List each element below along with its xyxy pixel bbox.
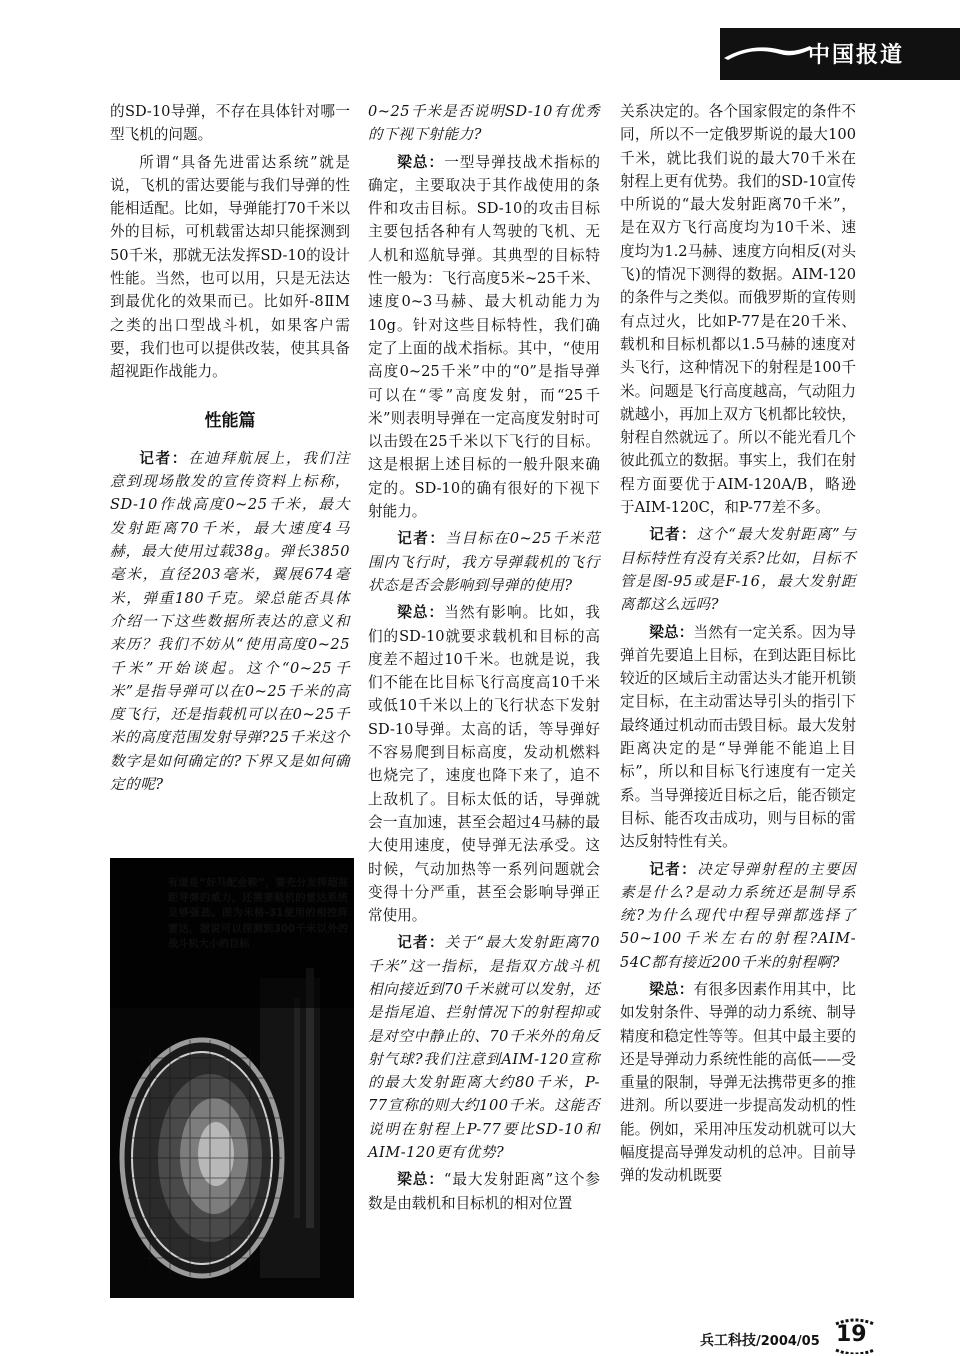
text-column-3 <box>620 100 856 1188</box>
question-text: 关于“最大发射距离70千米”这一指标，是指双方战斗机相向接近到70千米就可以发射，还是指尾追、拦射情况下的射程抑或是对空中静止的、70千米外的角反射气球?我们注意到AIM-120宣称的最大发射距离大约80千米，P-77宣称的则大约100千米。这能否说明在射程上P-77要比SD-10和AIM-120更有优势? <box>368 934 600 1162</box>
figure-caption: 有道是“好马配金鞍”，要充分发挥超视距导弹的威力，还需要载机的雷达系统足够强劲。图为米格-31使用的相控阵雷达，据说可以探测到300千米以外的战斗机大小的目标 <box>168 878 348 950</box>
answer-text: 一型导弹技战术指标的确定，主要取决于其作战使用的条件和攻击目标。SD-10的攻击目标主要包括各种有人驾驶的飞机、无人机和巡航导弹。其典型的目标特性一般为：飞行高度5米~25千米、速度0~3马赫、最大机动能力为10g。针对这些目标特性，我们确定了上面的战术指标。其中，“使用高度0~25千米”中的“0”是指导弹可以在“零”高度发射，而“25千米”则表明导弹在一定高度发射时可以击毁在25千米以下飞行的目标。这是根据上述目标的一般升限来确定的。SD-10的确有很好的下视下射能力。 <box>368 153 600 521</box>
reporter-question-continued: 0~25千米是否说明SD-10有优秀的下视下射能力? <box>368 103 600 144</box>
speaker-label: 梁总： <box>397 1171 444 1189</box>
question-text: 在迪拜航展上，我们注意到现场散发的宣传资料上标称，SD-10作战高度0~25千米，最大发射距离70千米，最大速度4马赫，最大使用过载38g。弹长3850毫米，直径203毫米，翼展674毫米，弹重180千克。梁总能否具体介绍一下这些数据所表达的意义和来历？我们不妨从“使用高度0~25千米”开始谈起。这个“0~25千米”是指导弹可以在0~25千米的高度飞行，还是指载机可以在0~25千米的高度范围发射导弹?25千米这个数字是如何确定的?下界又是如何确定的呢? <box>110 449 350 794</box>
question-text: 这个“最大发射距离”与目标特性有没有关系?比如，目标不管是图-95或是F-16，最大发射距离都这么远吗? <box>620 526 856 614</box>
speaker-label: 记者： <box>649 526 697 544</box>
answer-continued: 关系决定的。各个国家假定的条件不同，所以不一定俄罗斯说的最大100千米，就比我们说的最大70千米在射程上更有优势。我们的SD-10宣传中所说的“最大发射距离70千米”，是在双方飞行高度均为10千米、速度均为1.2马赫、速度方向相反(对头飞)的情况下测得的数据。AIM-120的条件与之类似。而俄罗斯的宣传则有点过火，比如P-77是在20千米、载机和目标机都以1.5马赫的速度对头飞行，这种情况下的射程是100千米。问题是飞行高度越高，气动阻力就越小，再加上双方飞机都比较快，射程自然就远了。所以不能光看几个彼此孤立的数据。事实上，我们在射程方面要优于AIM-120A/B，略逊于AIM-120C，和P-77差不多。 <box>620 103 856 517</box>
reporter-question <box>368 527 600 597</box>
text-column-2 <box>368 100 600 1215</box>
section-header-main: 报道 <box>856 43 905 68</box>
answer-text: 当然有一定关系。因为导弹首先要追上目标，在到达距目标比较近的区域后主动雷达头才能开机锁定目标，在主动雷达导引头的指引下最终通过机动而击毁目标。最大发射距离决定的是“导弹能不能追上目标”，所以和目标飞行速度有一定关系。当导弹接近目标之后，能否锁定目标、能否攻击成功，则与目标的雷达反射特性有关。 <box>620 623 856 851</box>
section-header-prefix: 中国 <box>808 43 857 68</box>
answer <box>368 151 600 524</box>
page-footer <box>700 1330 820 1350</box>
magazine-name: 兵工科技 <box>700 1333 756 1349</box>
speaker-label: 记者： <box>397 934 445 952</box>
reporter-question <box>620 523 856 616</box>
issue-date: /2004/05 <box>756 1334 820 1349</box>
answer-text: “最大发射距离”这个参数是由载机和目标机的相对位置 <box>368 1171 600 1212</box>
reporter-question <box>620 858 856 974</box>
speaker-label: 梁总： <box>397 604 445 622</box>
question-text: 当目标在0~25千米范围内飞行时，我方导弹载机的飞行状态是否会影响到导弹的使用? <box>368 530 600 594</box>
section-header-title <box>808 38 904 74</box>
paragraph: 所谓“具备先进雷达系统”就是说，飞机的雷达要能与我们导弹的性能相适配。比如，导弹能打70千米以外的目标，可机载雷达却只能探测到50千米，那就无法发挥SD-10的设计性能。当然，也可以用，只是无法达到最优化的效果而已。比如歼-8ⅡM之类的出口型战斗机，如果客户需要，我们也可以提供改装，使其具备超视距作战能力。 <box>110 153 350 381</box>
paragraph: 的SD-10导弹，不存在具体针对哪一型飞机的问题。 <box>110 103 350 144</box>
swoosh-logo-icon <box>722 40 812 64</box>
answer <box>368 601 600 927</box>
answer <box>620 621 856 854</box>
reporter-question <box>368 931 600 1164</box>
speaker-label: 记者： <box>397 530 446 548</box>
answer <box>368 1168 600 1215</box>
speaker-label: 梁总： <box>649 623 694 641</box>
text-column-1 <box>110 100 350 796</box>
answer-text: 当然有影响。比如，我们的SD-10就要求载机和目标的高度差不超过10千米。也就是说，我们不能在比目标飞行高度高10千米或低10千米以上的飞行状态下发射SD-10导弹。太高的话，等导弹好不容易爬到目标高度，发动机燃料也烧完了，速度也降下来了，追不上敌机了。目标太低的话，导弹就会一直加速，甚至会超过4马赫的最大使用速度，使导弹无法承受。这时候，气动加热等一系列问题就会变得十分严重，甚至会影响导弹正常使用。 <box>368 604 600 925</box>
section-heading: 性能篇 <box>204 410 256 431</box>
speaker-label: 梁总： <box>649 980 694 998</box>
answer-text: 有很多因素作用其中，比如发射条件、导弹的动力系统、制导精度和稳定性等等。但其中最主要的还是导弹动力系统性能的高低——受重量的限制，导弹无法携带更多的推进剂。所以要进一步提高发动机的性能。例如，采用冲压发动机就可以大幅度提高导弹发动机的总冲。目前导弹的发动机既要 <box>620 980 856 1185</box>
page-number: 19 <box>836 1322 867 1347</box>
question-text: 决定导弹射程的主要因素是什么?是动力系统还是制导系统?为什么现代中程导弹都选择了50~100千米左右的射程?AIM-54C都有接近200千米的射程啊? <box>620 860 856 971</box>
answer <box>620 978 856 1188</box>
reporter-question <box>110 447 350 796</box>
speaker-label: 记者： <box>139 449 189 467</box>
speaker-label: 梁总： <box>397 153 445 171</box>
speaker-label: 记者： <box>649 860 698 878</box>
